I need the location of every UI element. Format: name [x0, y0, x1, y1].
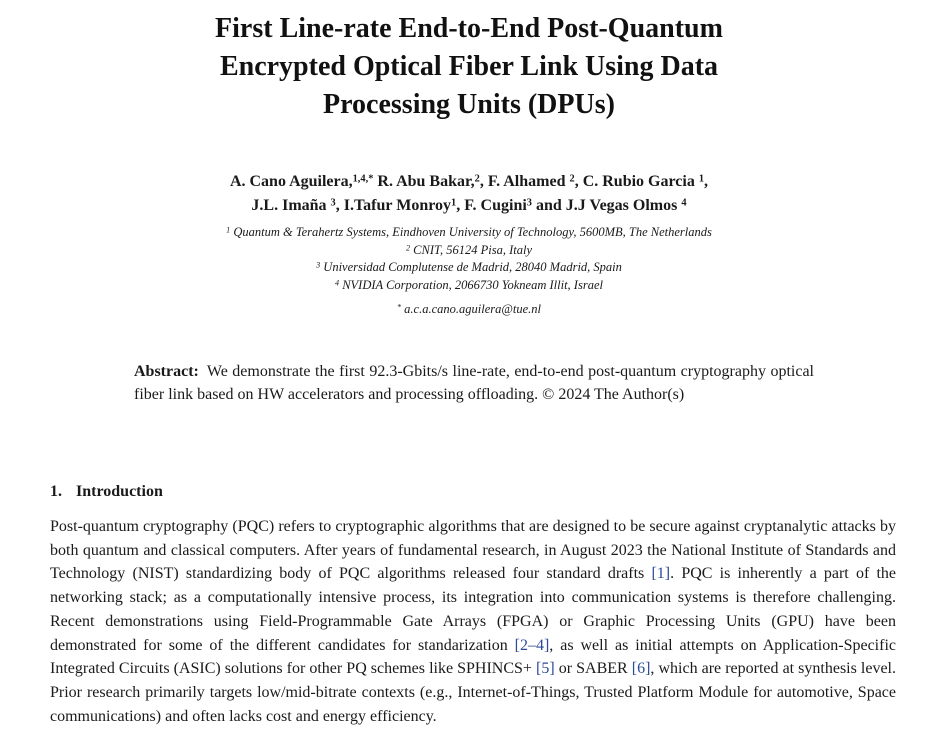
author-affiliation-mark: 3	[526, 197, 532, 209]
section-number: 1.	[50, 483, 62, 500]
author-line-1	[0, 170, 938, 194]
author-line-2	[0, 194, 938, 218]
author-name: R. Abu Bakar,	[373, 173, 475, 190]
author-affiliation-mark: 1,4,*	[352, 173, 374, 185]
affiliation-list	[0, 224, 938, 319]
affiliation-text: CNIT, 56124 Pisa, Italy	[410, 242, 533, 257]
email-mark: *	[396, 302, 402, 312]
author-name: and J.J Vegas Olmos	[531, 197, 682, 214]
intro-text: , which are reported at synthesis level. Prior research primarily targets low/mid-bitrate contexts (e.g., Internet-of-Things, Trusted Platform Module for automotive, Space communications) and often lacks cost and energy efficiency.	[50, 660, 897, 725]
author-name: , F. Cugini	[456, 197, 527, 214]
affiliation-text: NVIDIA Corporation, 2066730 Yokneam Illit, Israel	[339, 277, 603, 292]
abstract-label: Abstract:	[134, 363, 199, 380]
citation-link[interactable]: [1]	[651, 565, 671, 583]
abstract-text: We demonstrate the first 92.3-Gbits/s line-rate, end-to-end post-quantum cryptography optical fiber link based on HW accelerators and processing offloading. © 2024 The Author(s)	[134, 363, 814, 403]
introduction-paragraph	[50, 515, 896, 728]
title-line-1: First Line-rate End-to-End Post-Quantum	[215, 13, 723, 44]
corresponding-email	[0, 301, 938, 319]
author-affiliation-mark: 1	[698, 173, 705, 185]
abstract	[134, 360, 814, 406]
author-name: , F. Alhamed	[479, 173, 570, 190]
affiliation-mark: 3	[316, 260, 321, 270]
author-name: J.L. Imaña	[251, 197, 331, 214]
paper-title	[0, 10, 938, 124]
author-separator: ,	[704, 173, 709, 190]
intro-text: Post-quantum cryptography (PQC) refers to cryptographic algorithms that are designed to be secure against cryptanalytic attacks by both quantum and classical computers. After years of fundamental research, in August 2023 the National Institute of Standards and Technology (NIST) standardizing body of PQC algorithms released four standard drafts	[50, 518, 896, 583]
author-affiliation-mark: 2	[569, 173, 575, 185]
intro-text: . PQC is inherently a part of the networking stack; as a computationally intensive process, its integration into communication systems is therefore challenging. Recent demonstrations using Field-Programmable Gate Arrays (FPGA) or Graphic Processing Units (GPU) have been demonstrated for some of the different candidates for standarization	[50, 565, 897, 654]
affiliation-text: Universidad Complutense de Madrid, 28040 Madrid, Spain	[320, 260, 622, 274]
email-address: a.c.a.cano.aguilera@tue.nl	[401, 302, 541, 316]
author-name: , I.Tafur Monroy	[335, 197, 452, 214]
affiliation-text: Quantum & Terahertz Systems, Eindhoven University of Technology, 5600MB, The Netherlands	[230, 225, 712, 239]
affiliation-mark: 4	[335, 277, 340, 287]
section-heading	[50, 481, 163, 503]
author-affiliation-mark: 2	[474, 173, 480, 185]
intro-text: , as well as initial attempts on Application-Specific Integrated Circuits (ASIC) solutions for other PQ schemes like SPHINCS+	[50, 636, 896, 678]
title-line-2: Encrypted Optical Fiber Link Using Data	[219, 51, 719, 82]
author-affiliation-mark: 3	[330, 197, 336, 209]
author-name: A. Cano Aguilera,	[229, 173, 353, 190]
section-title: Introduction	[76, 483, 163, 500]
affiliation-mark: 2	[405, 242, 411, 252]
author-affiliation-mark: 1	[451, 197, 457, 209]
affiliation-1	[0, 224, 938, 242]
author-affiliation-mark: 4	[681, 197, 687, 209]
author-name: , C. Rubio Garcia	[574, 173, 699, 190]
citation-link[interactable]: [6]	[631, 660, 651, 678]
citation-link[interactable]: [2–4]	[514, 636, 550, 654]
title-line-3: Processing Units (DPUs)	[323, 89, 615, 120]
affiliation-3	[0, 259, 938, 277]
intro-text: or SABER	[554, 660, 632, 678]
citation-link[interactable]: [5]	[536, 660, 555, 678]
affiliation-2	[0, 242, 938, 260]
affiliation-4	[0, 277, 938, 295]
author-list	[0, 170, 938, 218]
affiliation-mark: 1	[226, 225, 231, 235]
